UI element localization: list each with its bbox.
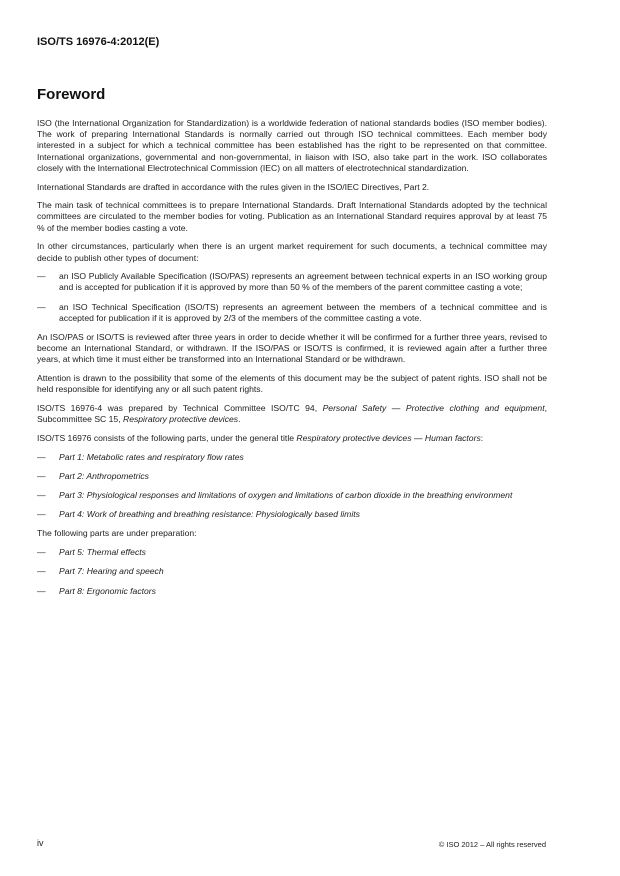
- document-id-header: ISO/TS 16976-4:2012(E): [37, 36, 160, 48]
- part-title: Part 4: Work of breathing and breathing resistance: Physiologically based limits: [59, 509, 360, 520]
- part-title: Part 5: Thermal effects: [59, 547, 146, 558]
- foreword-body: [37, 118, 547, 605]
- paragraph-drafting-rules: International Standards are drafted in accordance with the rules given in the ISO/IEC Directives, Part 2.: [37, 181, 430, 192]
- part-title: Part 3: Physiological responses and limitations of oxygen and limitations of carbon dioxide in the breathing environment: [59, 490, 513, 501]
- paragraph-under-preparation: The following parts are under preparation:: [37, 528, 197, 539]
- part-title: Part 8: Ergonomic factors: [59, 585, 156, 596]
- page-title: Foreword: [37, 86, 106, 103]
- list-item: [37, 271, 547, 293]
- prepared-by-text: ISO/TS 16976-4 was prepared by Technical Committee ISO/TC 94,: [37, 403, 323, 414]
- list-dash: —: [37, 271, 46, 282]
- paragraph-iso-intro: ISO (the International Organization for Standardization) is a worldwide federation of national standards bodies (ISO member bodies). The work of preparing International Standards is normally carried out through ISO technical committees. Each member body interested in a subject for which a technical committee has been established has the right to be represented on that committee. International organizations, governmental and non-governmental, in liaison with ISO, also take part in the work. ISO collaborates closely with the International Electrotechnical Commission (IEC) on all matters of electrotechnical standardization.: [37, 118, 547, 173]
- sentence-end: .: [238, 414, 241, 425]
- list-item: [37, 471, 547, 482]
- page-number: iv: [37, 838, 44, 848]
- list-dash: —: [37, 547, 46, 558]
- list-item-text: an ISO Technical Specification (ISO/TS) represents an agreement between the members of a technical committee and is accepted for publication if it is approved by 2/3 of the members of the committee casting a vote.: [59, 301, 547, 323]
- list-dash: —: [37, 509, 46, 520]
- list-dash: —: [37, 585, 46, 596]
- list-dash: —: [37, 451, 46, 462]
- list-item-text: an ISO Publicly Available Specification (ISO/PAS) represents an agreement between technical experts in an ISO working group and is accepted for publication if it is approved by more than 50 % of the members of the parent committee casting a vote;: [59, 271, 547, 293]
- parts-intro-text: ISO/TS 16976 consists of the following parts, under the general title: [37, 432, 297, 443]
- list-item: [37, 452, 547, 463]
- part-title: Part 7: Hearing and speech: [59, 566, 164, 577]
- copyright-notice: © ISO 2012 – All rights reserved: [438, 840, 546, 849]
- paragraph-prepared-by: [37, 403, 547, 425]
- list-item: [37, 490, 547, 501]
- general-title: Respiratory protective devices — Human factors: [296, 432, 481, 443]
- list-item: [37, 547, 547, 558]
- list-item: [37, 509, 547, 520]
- paragraph-review: An ISO/PAS or ISO/TS is reviewed after three years in order to decide whether it will be confirmed for a further three years, revised to become an International Standard, or withdrawn. If the ISO/PAS or ISO/TS is confirmed, it is reviewed again after a further three years, at which time it must either be transformed into an International Standard or be withdrawn.: [37, 332, 547, 365]
- committee-title: Personal Safety — Protective clothing and equipment: [322, 403, 545, 414]
- paragraph-other-circumstances: In other circumstances, particularly when there is an urgent market requirement for such documents, a technical committee may decide to publish other types of document:: [37, 241, 547, 263]
- list-item: [37, 586, 547, 597]
- parts-intro-colon: :: [480, 432, 484, 443]
- list-item: [37, 302, 547, 324]
- list-dash: —: [37, 470, 46, 481]
- paragraph-parts-intro: [37, 433, 547, 444]
- subcommittee-title: Respiratory protective devices: [122, 414, 239, 425]
- list-dash: —: [37, 490, 46, 501]
- list-dash: —: [37, 566, 46, 577]
- list-item: [37, 566, 547, 577]
- subcommittee-text: , Subcommittee SC 15,: [37, 403, 547, 425]
- paragraph-main-task: The main task of technical committees is to prepare International Standards. Draft International Standards adopted by the technical committees are circulated to the member bodies for voting. Publication as an International Standard requires approval by at least 75 % of the member bodies casting a vote.: [37, 200, 547, 233]
- part-title: Part 2: Anthropometrics: [59, 470, 149, 481]
- paragraph-patent: Attention is drawn to the possibility that some of the elements of this document may be the subject of patent rights. ISO shall not be held responsible for identifying any or all such patent rights.: [37, 373, 547, 395]
- list-dash: —: [37, 301, 46, 312]
- part-title: Part 1: Metabolic rates and respiratory flow rates: [59, 451, 244, 462]
